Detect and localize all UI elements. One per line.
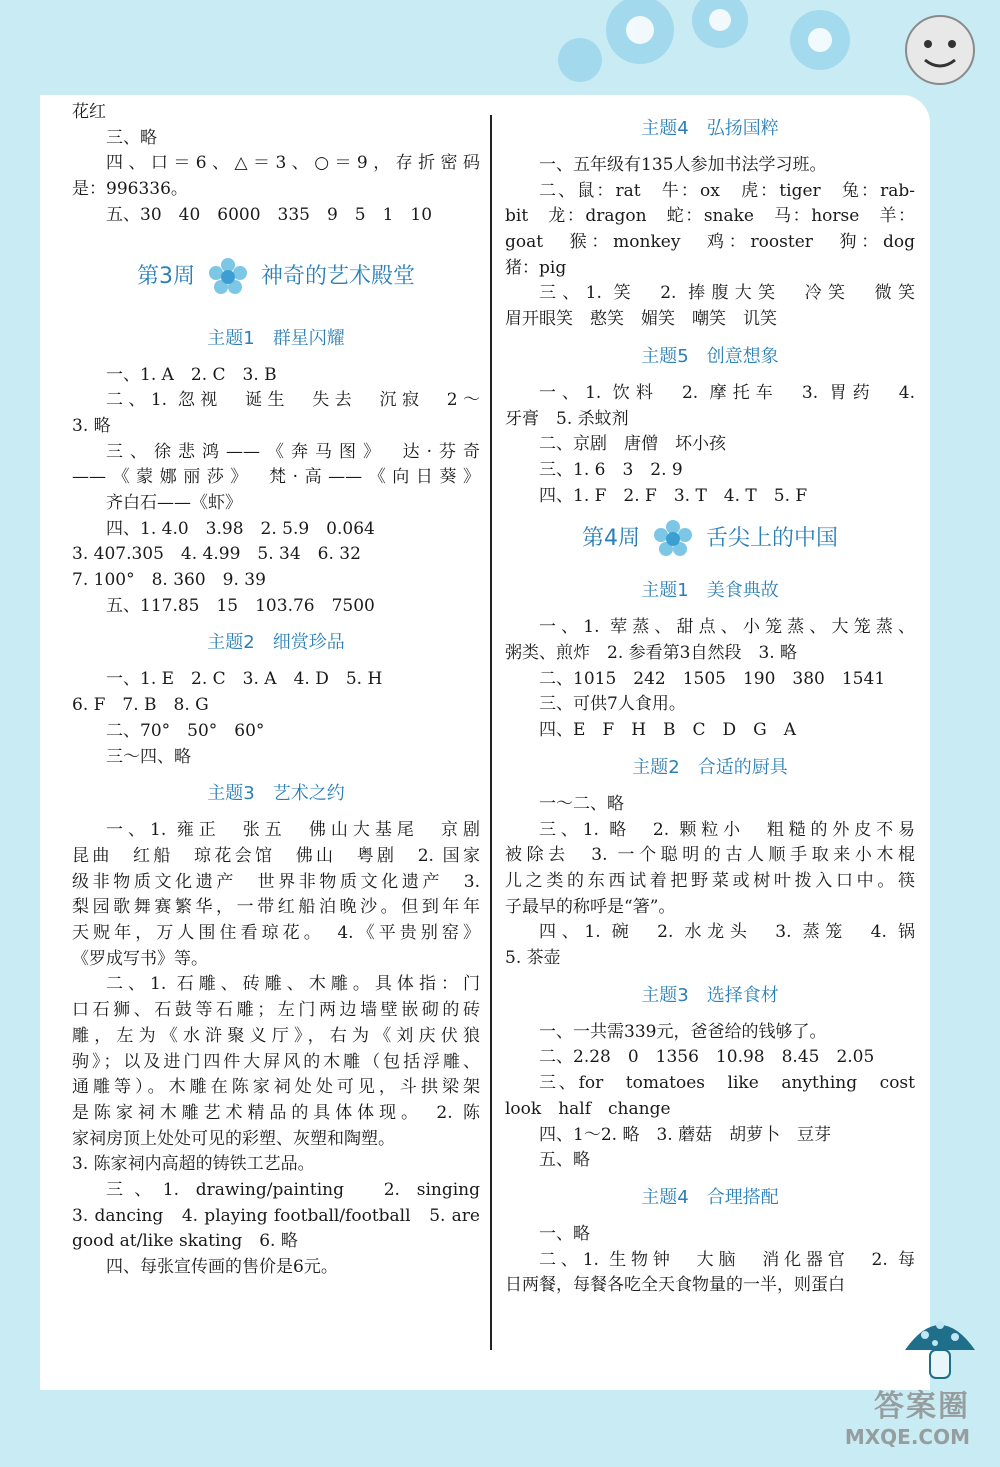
text-line: bit 龙：dragon 蛇：snake 马：horse 羊： <box>505 206 915 227</box>
text-line: 驹》；以及进门四件大屏风的木雕（包括浮雕、 <box>72 1051 480 1072</box>
text-line: 二、2.28 0 1356 10.98 8.45 2.05 <box>539 1047 875 1068</box>
text-line: 四、1. 4.0 3.98 2. 5.9 0.064 <box>106 518 375 539</box>
text-line: 二、鼠：rat 牛：ox 虎：tiger 兔：rab- <box>539 180 915 201</box>
week-4-heading <box>505 519 915 559</box>
week-title: 舌尖上的中国 <box>705 526 838 552</box>
week-3-heading <box>72 257 480 297</box>
text-line: 眉开眼笑 憨笑 媚笑 嘲笑 讥笑 <box>505 309 777 330</box>
text-line: 猪：pig <box>505 257 567 278</box>
smiling-sun-icon <box>906 16 974 84</box>
topic-heading: 主题2 细赏珍品 <box>207 632 345 654</box>
text-line: 梨园歌舞赛繁华，一带红船泊晚沙。但到年年 <box>72 897 480 918</box>
text-line: ——《蒙娜丽莎》 梵·高——《向日葵》 <box>72 467 480 488</box>
text-line: 子最早的称呼是“箸”。 <box>505 896 676 917</box>
topic-heading: 主题4 弘扬国粹 <box>641 118 779 139</box>
text-line: 二、70° 50° 60° <box>106 720 265 741</box>
text-line: 四、1. 碗 2. 水龙头 3. 蒸笼 4. 锅 <box>539 922 915 943</box>
week-title: 神奇的艺术殿堂 <box>260 263 415 289</box>
text-line: 三、1. 6 3 2. 9 <box>539 459 683 480</box>
text-line: 四、1～2. 略 3. 蘑菇 胡萝卜 豆芽 <box>539 1124 832 1145</box>
text-line: 3. dancing 4. playing football/football 5. are <box>72 1205 480 1226</box>
watermark-logo <box>845 1381 970 1449</box>
text-line: 3. 407.305 4. 4.99 5. 34 6. 32 <box>72 544 361 565</box>
text-line: 三、可供7人食用。 <box>539 694 686 715</box>
week-number: 第4周 <box>581 526 640 552</box>
text-line: 四、E F H B C D G A <box>539 720 797 741</box>
text-line: 五、117.85 15 103.76 7500 <box>106 595 375 616</box>
text-line: 一、1. E 2. C 3. A 4. D 5. H <box>106 669 383 690</box>
text-line: 一、1. 雍正 张五 佛山大基尾 京剧 <box>106 820 480 841</box>
text-line: 昆曲 红船 琼花会馆 佛山 粤剧 2. 国家 <box>72 845 480 866</box>
text-line: 二、1. 石雕、砖雕、木雕。具体指：门 <box>106 974 480 995</box>
text-line: 三、略 <box>106 127 157 148</box>
text-line: look half change <box>505 1098 671 1119</box>
text-line: 五、略 <box>539 1150 590 1171</box>
right-column <box>505 115 915 1299</box>
text-line: 二、京剧 唐僧 坏小孩 <box>539 434 726 455</box>
text-line: 一、1. A 2. C 3. B <box>106 364 277 385</box>
text-line: 一、一共需339元，爸爸给的钱够了。 <box>539 1021 827 1042</box>
text-line: 粥类、煎炸 2. 参看第3自然段 3. 略 <box>505 643 798 664</box>
text-line: 花红 <box>72 102 106 122</box>
text-line: 一～二、略 <box>539 793 624 814</box>
text-line: 雕，左为《水浒聚义厅》，右为《刘庆伏狼 <box>72 1025 480 1046</box>
week-number: 第3周 <box>136 263 195 289</box>
text-line: 口石狮、石鼓等石雕；左门两边墙壁嵌砌的砖 <box>72 1000 480 1021</box>
watermark-url: MXQE.COM <box>844 1425 970 1449</box>
flower-icon <box>206 257 250 297</box>
text-line: 7. 100° 8. 360 9. 39 <box>72 570 266 591</box>
text-line: 五、30 40 6000 335 9 5 1 10 <box>106 204 433 225</box>
flower-icon <box>651 519 695 559</box>
text-line: 三、for tomatoes like anything cost <box>539 1073 915 1094</box>
text-line: 一、1. 饮料 2. 摩托车 3. 胃药 4. <box>539 382 915 403</box>
text-line: 5. 茶壶 <box>505 948 561 969</box>
text-line: 是：996336。 <box>72 179 188 200</box>
text-line: 三、徐悲鸿——《奔马图》 达·芬奇 <box>106 441 480 462</box>
watermark-text: 答案圈 <box>874 1389 970 1424</box>
text-line: 二、1. 生物钟 大脑 消化器官 2. 每 <box>539 1249 915 1270</box>
text-line: 家祠房顶上处处可见的彩塑、灰塑和陶塑。 <box>72 1128 395 1149</box>
text-line: 3. 陈家祠内高超的铸铁工艺品。 <box>72 1154 315 1175</box>
topic-heading: 主题1 群星闪耀 <box>207 327 345 349</box>
mushroom-icon <box>900 1305 980 1385</box>
text-line: 3. 略 <box>72 415 111 436</box>
text-line: 二、1. 忽视 诞生 失去 沉寂 2～ <box>106 390 480 411</box>
text-line: 儿之类的东西试着把野菜或树叶拨入口中。筷 <box>505 870 915 891</box>
text-line: 三、1. drawing/painting 2. singing <box>106 1179 480 1200</box>
topic-heading: 主题2 合适的厨具 <box>632 756 788 778</box>
text-line: 一、1. 荤蒸、甜点、小笼蒸、大笼蒸、 <box>539 617 915 638</box>
text-line: 三～四、略 <box>106 746 191 767</box>
left-column <box>72 100 480 1281</box>
text-line: 通雕等）。木雕在陈家祠处处可见，斗拱梁架 <box>72 1077 480 1098</box>
text-line: 四、每张宣传画的售价是6元。 <box>106 1257 338 1278</box>
text-line: 一、略 <box>539 1223 590 1244</box>
topic-heading: 主题3 艺术之约 <box>207 783 345 805</box>
topic-heading: 主题1 美食典故 <box>641 580 779 602</box>
column-divider <box>490 115 492 1350</box>
text-line: 四、1. F 2. F 3. T 4. T 5. F <box>539 485 808 506</box>
text-line: 6. F 7. B 8. G <box>72 695 209 716</box>
text-line: good at/like skating 6. 略 <box>72 1231 298 1252</box>
text-line: 三、1. 笑 2. 捧腹大笑 冷笑 微笑 <box>539 283 915 304</box>
text-line: 二、1015 242 1505 190 380 1541 <box>539 668 886 689</box>
text-line: 日两餐，每餐各吃全天食物量的一半，则蛋白 <box>505 1275 845 1296</box>
text-line: goat 猴：monkey 鸡：rooster 狗：dog <box>505 232 915 253</box>
text-line: 级非物质文化遗产 世界非物质文化遗产 3. <box>72 871 480 892</box>
text-line: 牙膏 5. 杀蚊剂 <box>505 408 629 429</box>
text-line: 被除去 3. 一个聪明的古人顺手取来小木棍 <box>505 845 915 866</box>
flower-decoration-top <box>520 0 1000 110</box>
text-line: 齐白石——《虾》 <box>106 492 242 513</box>
topic-heading: 主题3 选择食材 <box>641 984 779 1006</box>
text-line: 三、1. 略 2. 颗粒小 粗糙的外皮不易 <box>539 819 915 840</box>
text-line: 天贶年，万人围住看琼花。 4.《平贵别窑》 <box>72 923 480 944</box>
text-line: 一、五年级有135人参加书法学习班。 <box>539 155 827 175</box>
text-line: 是陈家祠木雕艺术精品的具体体现。 2. 陈 <box>72 1102 480 1123</box>
text-line: 四、口＝6、△＝3、○＝9，存折密码 <box>106 153 480 174</box>
topic-heading: 主题5 创意想象 <box>641 345 779 367</box>
topic-heading: 主题4 合理搭配 <box>641 1186 779 1208</box>
text-line: 《罗成写书》等。 <box>72 948 208 969</box>
